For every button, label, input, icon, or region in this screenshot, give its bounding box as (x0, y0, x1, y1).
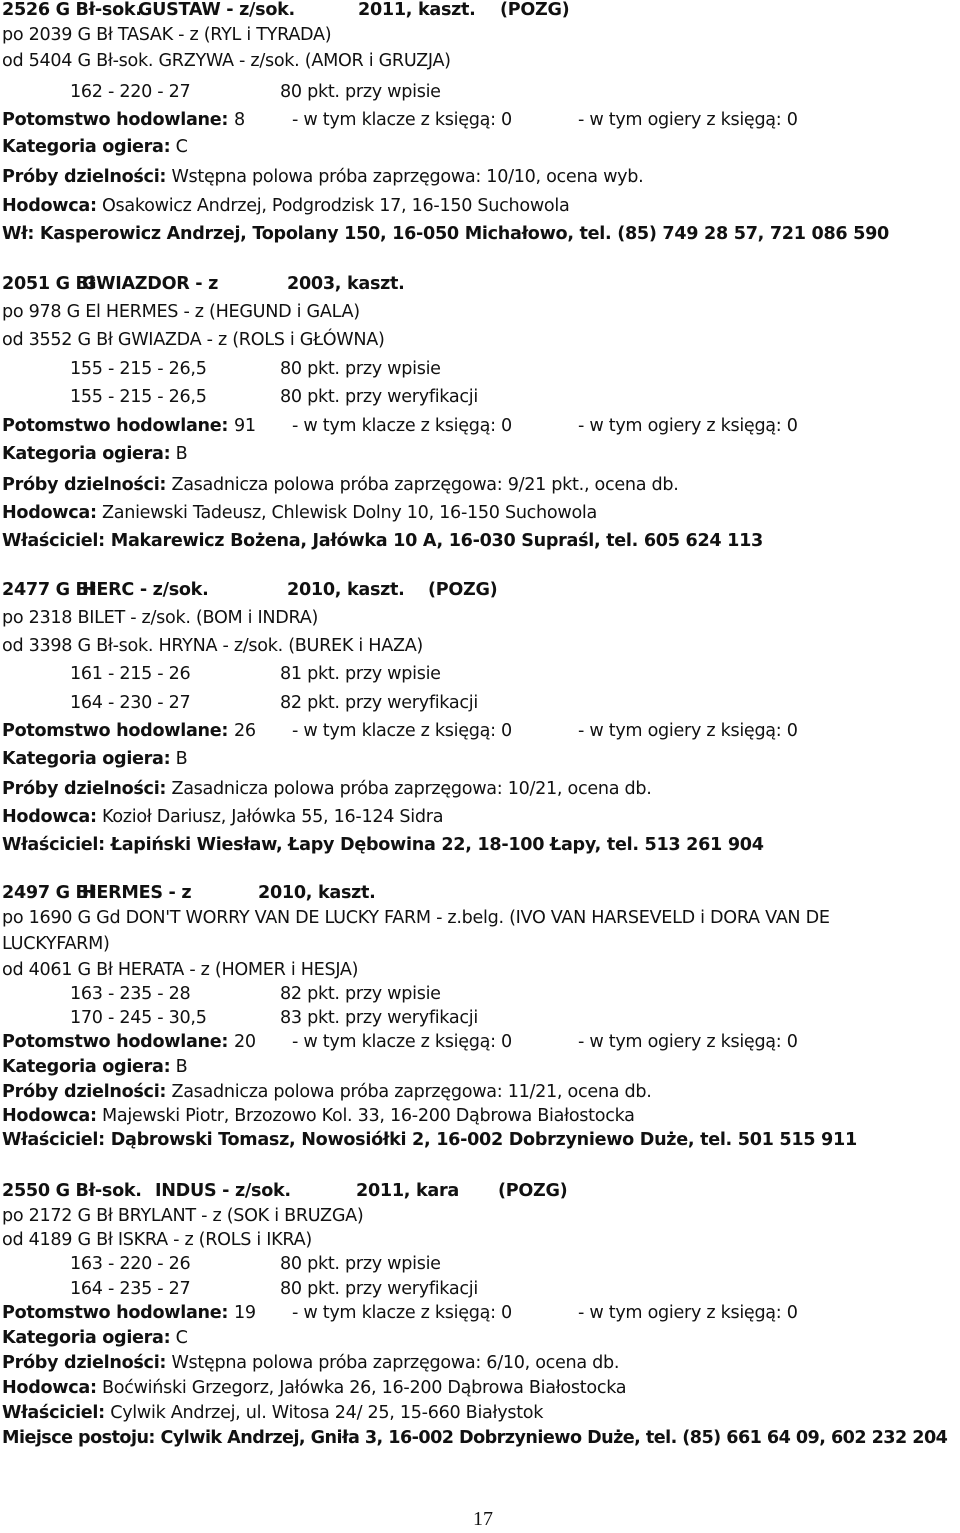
measurement-dims: 163 - 235 - 28 (70, 984, 191, 1004)
category-line (2, 1326, 188, 1350)
entry-name: INDUS - z/sok. (155, 1181, 291, 1201)
offspring-mares: - w tym klacze z księgą: 0 (292, 721, 512, 741)
category-line (2, 747, 187, 771)
breeder-line (2, 501, 597, 525)
offspring-label: Potomstwo hodowlane: (2, 721, 229, 741)
breeder-line (2, 1376, 626, 1400)
sire-line: po 1690 G Gd DON'T WORRY VAN DE LUCKY FARM - z.belg. (IVO VAN HARSEVELD i DORA VAN DE (2, 908, 830, 928)
trials-value: Zasadnicza polowa próba zaprzęgowa: 10/21, ocena db. (171, 779, 652, 799)
offspring-mares: - w tym klacze z księgą: 0 (292, 416, 512, 436)
owner-line (2, 1128, 857, 1152)
stand-label: Miejsce postoju: (2, 1428, 155, 1448)
dam-line: od 3552 G Bł GWIAZDA - z (ROLS i GŁÓWNA) (2, 330, 385, 350)
trials-value: Zasadnicza polowa próba zaprzęgowa: 11/21, ocena db. (171, 1082, 652, 1102)
entry-birth: 2010, kaszt. (287, 580, 405, 600)
sire-line: po 2318 BILET - z/sok. (BOM i INDRA) (2, 608, 319, 628)
owner-label: Właściciel: (2, 1130, 105, 1150)
owner-line (2, 1401, 543, 1425)
owner-label: Właściciel: (2, 835, 105, 855)
measurement-dims: 155 - 215 - 26,5 (70, 359, 207, 379)
measurement-points: 80 pkt. przy weryfikacji (280, 1279, 478, 1299)
owner-line (2, 833, 764, 857)
category-line (2, 135, 188, 159)
category-line (2, 1055, 187, 1079)
offspring-mares: - w tym klacze z księgą: 0 (292, 1303, 512, 1323)
owner-value: Makarewicz Bożena, Jałówka 10 A, 16-030 Supraśl, tel. 605 624 113 (110, 531, 763, 551)
breeder-label: Hodowca: (2, 1378, 97, 1398)
dam-line: od 5404 G Bł-sok. GRZYWA - z/sok. (AMOR i GRUZJA) (2, 51, 451, 71)
sire-line: po 2039 G Bł TASAK - z (RYL i TYRADA) (2, 25, 332, 45)
offspring-label: Potomstwo hodowlane: (2, 110, 229, 130)
category-value: B (175, 1057, 188, 1077)
category-label: Kategoria ogiera: (2, 1057, 171, 1077)
breeder-value: Boćwiński Grzegorz, Jałówka 26, 16-200 Dąbrowa Białostocka (101, 1378, 627, 1398)
owner-value: Dąbrowski Tomasz, Nowosiółki 2, 16-002 Dobrzyniewo Duże, tel. 501 515 911 (110, 1130, 857, 1150)
category-value: B (175, 444, 188, 464)
entry-number: 2477 G Bł (2, 580, 95, 600)
measurement-points: 82 pkt. przy wpisie (280, 984, 441, 1004)
breeder-line (2, 805, 443, 829)
measurement-dims: 164 - 230 - 27 (70, 693, 191, 713)
owner-label: Właściciel: (2, 531, 105, 551)
owner-line (2, 529, 763, 553)
measurement-points: 80 pkt. przy wpisie (280, 1254, 441, 1274)
offspring-mares: - w tym klacze z księgą: 0 (292, 1032, 512, 1052)
offspring-total: 91 (234, 416, 256, 436)
breeder-label: Hodowca: (2, 503, 97, 523)
trials-value: Zasadnicza polowa próba zaprzęgowa: 9/21 pkt., ocena db. (171, 475, 679, 495)
measurement-points: 80 pkt. przy wpisie (280, 359, 441, 379)
offspring-stallions: - w tym ogiery z księgą: 0 (578, 416, 798, 436)
measurement-dims: 162 - 220 - 27 (70, 82, 191, 102)
offspring-label: Potomstwo hodowlane: (2, 1303, 229, 1323)
breeder-value: Majewski Piotr, Brzozowo Kol. 33, 16-200 Dąbrowa Białostocka (101, 1106, 635, 1126)
entry-number: 2550 G Bł-sok. (2, 1181, 142, 1201)
trials-label: Próby dzielności: (2, 475, 167, 495)
measurement-points: 82 pkt. przy weryfikacji (280, 693, 478, 713)
trials-label: Próby dzielności: (2, 167, 167, 187)
offspring-mares: - w tym klacze z księgą: 0 (292, 110, 512, 130)
offspring-total: 20 (234, 1032, 256, 1052)
owner-line (2, 222, 889, 246)
entry-name: GUSTAW - z/sok. (138, 0, 295, 20)
sire-line: po 2172 G Bł BRYLANT - z (SOK i BRUZGA) (2, 1206, 364, 1226)
sire-line: po 978 G El HERMES - z (HEGUND i GALA) (2, 302, 360, 322)
offspring-stallions: - w tym ogiery z księgą: 0 (578, 1032, 798, 1052)
measurement-dims: 163 - 220 - 26 (70, 1254, 191, 1274)
measurement-points: 81 pkt. przy wpisie (280, 664, 441, 684)
stand-line (2, 1426, 947, 1450)
trials-value: Wstępna polowa próba zaprzęgowa: 10/10, ocena wyb. (171, 167, 644, 187)
entry-note: (POZG) (498, 1181, 568, 1201)
breeder-line (2, 1104, 635, 1128)
trials-label: Próby dzielności: (2, 1082, 167, 1102)
dam-line: od 4189 G Bł ISKRA - z (ROLS i IKRA) (2, 1230, 312, 1250)
category-label: Kategoria ogiera: (2, 137, 171, 157)
owner-label: Wł: (2, 224, 35, 244)
category-value: C (175, 137, 188, 157)
offspring-stallions: - w tym ogiery z księgą: 0 (578, 721, 798, 741)
owner-label: Właściciel: (2, 1403, 105, 1423)
measurement-dims: 164 - 235 - 27 (70, 1279, 191, 1299)
measurement-dims: 170 - 245 - 30,5 (70, 1008, 207, 1028)
offspring-stallions: - w tym ogiery z księgą: 0 (578, 110, 798, 130)
offspring-label: Potomstwo hodowlane: (2, 416, 229, 436)
category-label: Kategoria ogiera: (2, 444, 171, 464)
category-label: Kategoria ogiera: (2, 749, 171, 769)
offspring-total: 8 (234, 110, 245, 130)
category-value: C (175, 1328, 188, 1348)
category-label: Kategoria ogiera: (2, 1328, 171, 1348)
dam-line: od 4061 G Bł HERATA - z (HOMER i HESJA) (2, 960, 359, 980)
trials-line (2, 777, 652, 801)
trials-label: Próby dzielności: (2, 779, 167, 799)
breeder-value: Osakowicz Andrzej, Podgrodzisk 17, 16-150 Suchowola (101, 196, 570, 216)
owner-value: Cylwik Andrzej, ul. Witosa 24/ 25, 15-660 Białystok (110, 1403, 544, 1423)
entry-number: 2526 G Bł-sok. (2, 0, 142, 20)
measurement-points: 83 pkt. przy weryfikacji (280, 1008, 478, 1028)
entry-name: HERC - z/sok. (82, 580, 209, 600)
breeder-label: Hodowca: (2, 807, 97, 827)
entry-number: 2497 G Bł (2, 883, 95, 903)
entry-birth: 2010, kaszt. (258, 883, 376, 903)
stand-value: Cylwik Andrzej, Gniła 3, 16-002 Dobrzyniewo Duże, tel. (85) 661 64 09, 602 232 204 (160, 1428, 948, 1448)
entry-birth: 2011, kaszt. (358, 0, 476, 20)
measurement-dims: 161 - 215 - 26 (70, 664, 191, 684)
breeder-value: Kozioł Dariusz, Jałówka 55, 16-124 Sidra (101, 807, 444, 827)
dam-line: od 3398 G Bł-sok. HRYNA - z/sok. (BUREK i HAZA) (2, 636, 423, 656)
entry-number: 2051 G Bł (2, 274, 95, 294)
offspring-total: 26 (234, 721, 256, 741)
entry-birth: 2011, kara (356, 1181, 459, 1201)
category-value: B (175, 749, 188, 769)
breeder-label: Hodowca: (2, 1106, 97, 1126)
entry-birth: 2003, kaszt. (287, 274, 405, 294)
trials-line (2, 1080, 652, 1104)
owner-value: Kasperowicz Andrzej, Topolany 150, 16-050 Michałowo, tel. (85) 749 28 57, 721 086 590 (39, 224, 889, 244)
measurement-points: 80 pkt. przy wpisie (280, 82, 441, 102)
entry-note: (POZG) (500, 0, 570, 20)
entry-name: HERMES - z (82, 883, 192, 903)
breeder-line (2, 194, 569, 218)
trials-value: Wstępna polowa próba zaprzęgowa: 6/10, ocena db. (171, 1353, 620, 1373)
category-line (2, 442, 187, 466)
trials-line (2, 473, 679, 497)
trials-line (2, 165, 643, 189)
offspring-total: 19 (234, 1303, 256, 1323)
owner-value: Łapiński Wiesław, Łapy Dębowina 22, 18-100 Łapy, tel. 513 261 904 (110, 835, 764, 855)
breeder-label: Hodowca: (2, 196, 97, 216)
entry-note: (POZG) (428, 580, 498, 600)
breeder-value: Zaniewski Tadeusz, Chlewisk Dolny 10, 16-150 Suchowola (101, 503, 597, 523)
trials-line (2, 1351, 619, 1375)
entry-name: GWIAZDOR - z (82, 274, 219, 294)
trials-label: Próby dzielności: (2, 1353, 167, 1373)
offspring-label: Potomstwo hodowlane: (2, 1032, 229, 1052)
measurement-dims: 155 - 215 - 26,5 (70, 387, 207, 407)
measurement-points: 80 pkt. przy weryfikacji (280, 387, 478, 407)
sire-line-continued: LUCKYFARM) (2, 934, 110, 954)
page-number: 17 (473, 1508, 493, 1530)
offspring-stallions: - w tym ogiery z księgą: 0 (578, 1303, 798, 1323)
